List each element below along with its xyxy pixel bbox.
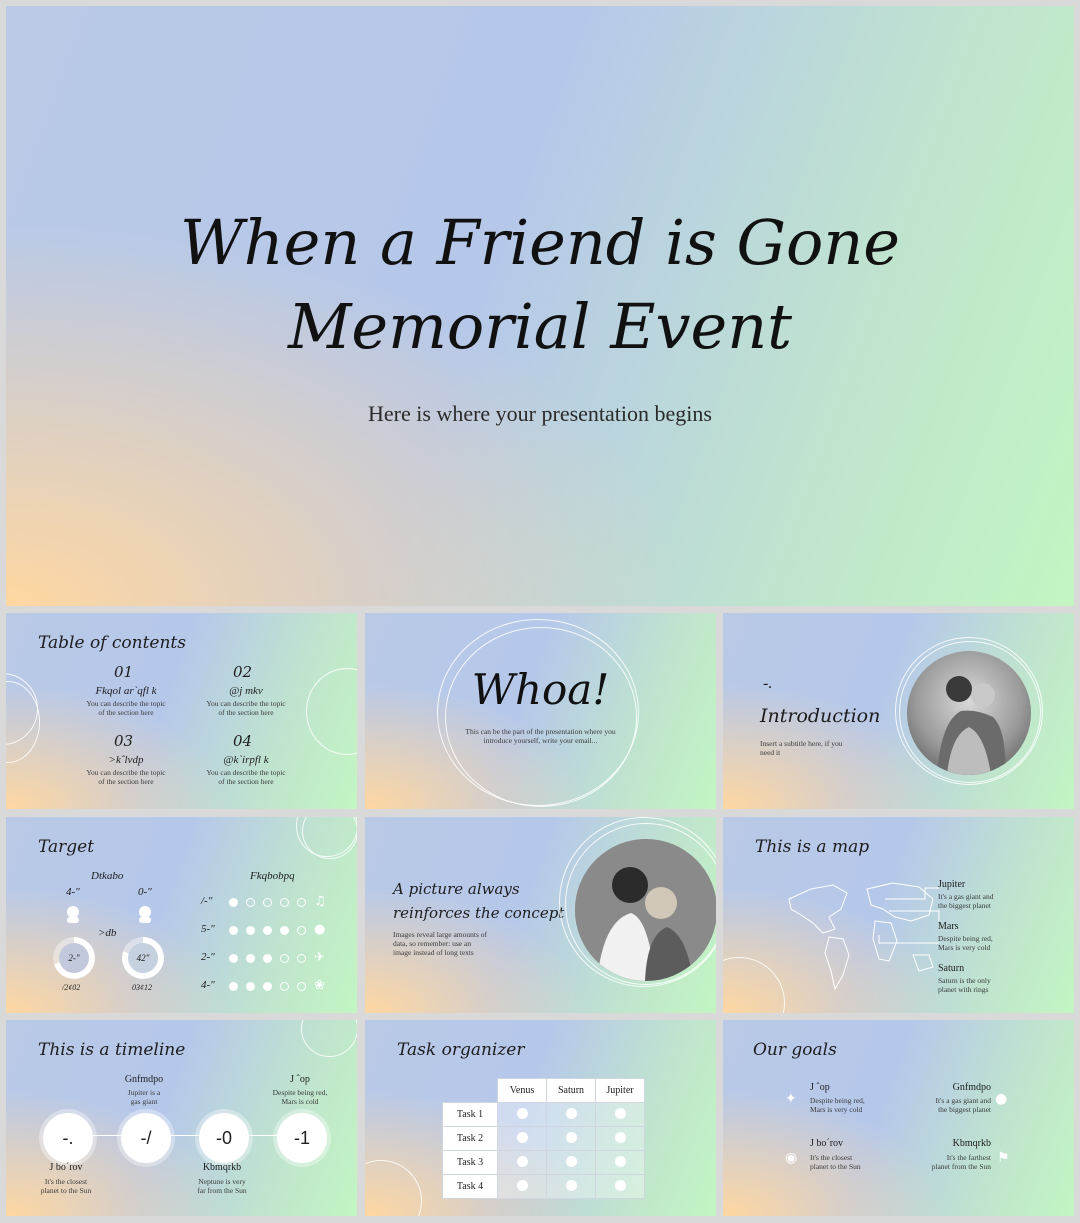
check-icon[interactable] bbox=[517, 1132, 528, 1143]
hero-title-line2: Memorial Event bbox=[287, 290, 793, 363]
toc-desc: You can describe the topic of the section here bbox=[206, 768, 286, 786]
timeline-item-name: J bo´rov bbox=[49, 1162, 83, 1173]
goal-desc: It's the closest planet to the Sun bbox=[810, 1153, 861, 1171]
rating-dot bbox=[263, 982, 272, 991]
rating-dot bbox=[297, 898, 306, 907]
handshake-icon: ◉ bbox=[785, 1150, 798, 1166]
flag-icon: ⚑ bbox=[997, 1150, 1010, 1166]
people-embracing-icon bbox=[575, 839, 716, 981]
intro-num: -. bbox=[763, 675, 773, 692]
rating-dot bbox=[280, 926, 289, 935]
goal-name: Gnfmdpo bbox=[952, 1082, 991, 1093]
photo-circle bbox=[907, 651, 1031, 775]
thumb-map[interactable] bbox=[723, 817, 1074, 1013]
hero-title bbox=[6, 201, 1074, 369]
check-icon[interactable] bbox=[615, 1108, 626, 1119]
check-icon[interactable] bbox=[566, 1108, 577, 1119]
decor-ring bbox=[445, 627, 637, 807]
slide-title: This is a map bbox=[755, 837, 870, 857]
table-header: Jupiter bbox=[596, 1079, 645, 1103]
title-slide bbox=[6, 6, 1074, 606]
slide-title: Target bbox=[38, 837, 95, 857]
check-icon[interactable] bbox=[615, 1132, 626, 1143]
rating-dot bbox=[229, 898, 238, 907]
check-icon[interactable] bbox=[566, 1156, 577, 1167]
rating-dot bbox=[297, 954, 306, 963]
check-icon[interactable] bbox=[615, 1156, 626, 1167]
interest-icon: ❀ bbox=[314, 978, 325, 993]
map-item-name: Saturn bbox=[938, 963, 965, 974]
intro-subtitle: Insert a subtitle here, if you need it bbox=[760, 739, 843, 757]
rating-dot bbox=[280, 898, 289, 907]
rating-dot bbox=[263, 954, 272, 963]
rating-dot bbox=[263, 926, 272, 935]
slide-title: This is a timeline bbox=[38, 1040, 186, 1060]
target-value: 03¢12 bbox=[132, 983, 152, 992]
thumb-table-of-contents[interactable] bbox=[6, 613, 357, 809]
photo-circle bbox=[575, 839, 716, 981]
check-icon[interactable] bbox=[517, 1156, 528, 1167]
goal-name: J bo´rov bbox=[810, 1138, 844, 1149]
people-hugging-icon bbox=[907, 651, 1031, 775]
donut-chart bbox=[122, 937, 164, 979]
hero-title-line1: When a Friend is Gone bbox=[180, 206, 900, 279]
thumb-whoa[interactable] bbox=[365, 613, 716, 809]
donut-chart bbox=[53, 937, 95, 979]
toc-name: @k`irpfl k bbox=[223, 754, 269, 766]
timeline-node: -. bbox=[43, 1113, 93, 1163]
interest-label: 5-" bbox=[201, 923, 215, 935]
target-value: /2¢02 bbox=[62, 983, 81, 992]
goal-desc: It's a gas giant and the biggest planet bbox=[935, 1096, 991, 1114]
rating-dot bbox=[229, 954, 238, 963]
timeline-node: -1 bbox=[277, 1113, 327, 1163]
goal-desc: It's the farthest planet from the Sun bbox=[931, 1153, 991, 1171]
slide-title: Our goals bbox=[753, 1040, 837, 1060]
rating-dot bbox=[229, 926, 238, 935]
slide-title: A picture always reinforces the concept bbox=[393, 880, 565, 922]
rating-dot bbox=[297, 926, 306, 935]
timeline-node: -/ bbox=[121, 1113, 171, 1163]
toc-name: @j mkv bbox=[229, 685, 263, 697]
thumb-introduction[interactable] bbox=[723, 613, 1074, 809]
toc-name: Fkqol ar`qfl k bbox=[95, 685, 157, 697]
map-item-desc: It's a gas giant and the biggest planet bbox=[938, 892, 994, 910]
goal-desc: Despite being red, Mars is very cold bbox=[810, 1096, 865, 1114]
target-left-header: Dtkabo bbox=[91, 870, 124, 882]
toc-desc: You can describe the topic of the section here bbox=[206, 699, 286, 717]
whoa-text: This can be the part of the presentation where you introduce yourself, write your email... bbox=[465, 727, 616, 745]
map-item-name: Jupiter bbox=[938, 879, 966, 890]
toc-name: >kˆlvdp bbox=[108, 754, 144, 766]
row-label: Task 3 bbox=[443, 1151, 498, 1175]
rating-dot bbox=[280, 982, 289, 991]
timeline-item-name: J ˆop bbox=[290, 1074, 310, 1085]
rating-dot bbox=[263, 898, 272, 907]
interest-icon: ♫ bbox=[314, 894, 326, 909]
rating-dot bbox=[246, 982, 255, 991]
timeline-item-desc: Neptune is very far from the Sun bbox=[197, 1177, 247, 1195]
table-row bbox=[443, 1151, 645, 1175]
whoa-title: Whoa! bbox=[471, 665, 610, 714]
table-row bbox=[443, 1127, 645, 1151]
goal-name: Kbmqrkb bbox=[952, 1138, 991, 1149]
target-pct: 4-" bbox=[66, 886, 80, 898]
woman-icon bbox=[136, 905, 154, 923]
timeline-item-desc: Jupiter is a gas giant bbox=[127, 1088, 161, 1106]
thumb-picture[interactable] bbox=[365, 817, 716, 1013]
row-label: Task 4 bbox=[443, 1175, 498, 1199]
task-table bbox=[442, 1078, 645, 1199]
target-pct: 0-" bbox=[138, 886, 152, 898]
map-item-desc: Despite being red, Mars is very cold bbox=[938, 934, 993, 952]
rating-dot bbox=[280, 954, 289, 963]
world-map-icon bbox=[783, 875, 943, 995]
toc-num: 03 bbox=[114, 732, 134, 750]
thumb-task-organizer[interactable] bbox=[365, 1020, 716, 1216]
toc-num: 04 bbox=[233, 732, 253, 750]
thumb-our-goals[interactable] bbox=[723, 1020, 1074, 1216]
interest-icon: ✈ bbox=[314, 950, 325, 965]
timeline-item-desc: Despite being red, Mars is cold bbox=[272, 1088, 328, 1106]
interest-label: 2-" bbox=[201, 951, 215, 963]
timeline-item-name: Gnfmdpo bbox=[124, 1074, 164, 1085]
target-mid-label: >db bbox=[98, 927, 117, 939]
decor-ring bbox=[723, 957, 785, 1013]
timeline-node: -0 bbox=[199, 1113, 249, 1163]
toc-desc: You can describe the topic of the section here bbox=[86, 699, 166, 717]
toc-num: 02 bbox=[233, 663, 253, 681]
row-label: Task 2 bbox=[443, 1127, 498, 1151]
decor-ring bbox=[6, 681, 40, 763]
table-corner bbox=[443, 1079, 498, 1103]
goal-name: J ˆop bbox=[810, 1082, 830, 1093]
donut-value: 2-" bbox=[59, 943, 89, 973]
check-icon[interactable] bbox=[566, 1132, 577, 1143]
timeline-line bbox=[56, 1135, 306, 1136]
thumb-target[interactable] bbox=[6, 817, 357, 1013]
map-item-desc: Saturn is the only planet with rings bbox=[938, 976, 991, 994]
check-icon[interactable] bbox=[615, 1180, 626, 1191]
slide-title: Task organizer bbox=[397, 1040, 525, 1060]
rating-dot bbox=[297, 982, 306, 991]
thumb-timeline[interactable] bbox=[6, 1020, 357, 1216]
decor-ring bbox=[306, 668, 357, 755]
map-item-name: Mars bbox=[938, 921, 959, 932]
check-icon[interactable] bbox=[517, 1180, 528, 1191]
rating-dot bbox=[246, 898, 255, 907]
hero-subtitle: Here is where your presentation begins bbox=[368, 401, 712, 426]
target-right-header: Fkqbobpq bbox=[250, 870, 295, 882]
interest-label: 4-" bbox=[201, 979, 215, 991]
picture-text: Images reveal large amounts of data, so remember: use an image instead of long texts bbox=[393, 930, 487, 957]
timeline-item-name: Kbmqrkb bbox=[202, 1162, 242, 1173]
decor-ring bbox=[365, 1160, 422, 1216]
table-row bbox=[443, 1103, 645, 1127]
interest-icon: ● bbox=[314, 922, 326, 937]
table-row bbox=[443, 1175, 645, 1199]
timeline-item-desc: It's the closest planet to the Sun bbox=[40, 1177, 92, 1195]
group-icon: ● bbox=[995, 1091, 1008, 1107]
table-header: Venus bbox=[498, 1079, 547, 1103]
table-header: Saturn bbox=[547, 1079, 596, 1103]
slide-title: Introduction bbox=[760, 705, 881, 727]
donut-value: 42" bbox=[128, 943, 158, 973]
toc-num: 01 bbox=[114, 663, 134, 681]
rating-dot bbox=[229, 982, 238, 991]
check-icon[interactable] bbox=[517, 1108, 528, 1119]
toc-desc: You can describe the topic of the section here bbox=[86, 768, 166, 786]
decor-ring bbox=[301, 1020, 357, 1057]
interest-label: /-" bbox=[201, 895, 213, 907]
check-icon[interactable] bbox=[566, 1180, 577, 1191]
man-icon bbox=[64, 905, 82, 923]
rating-dot bbox=[246, 926, 255, 935]
slide-title: Table of contents bbox=[38, 633, 186, 653]
rocket-icon: ✦ bbox=[785, 1091, 797, 1107]
rating-dot bbox=[246, 954, 255, 963]
row-label: Task 1 bbox=[443, 1103, 498, 1127]
